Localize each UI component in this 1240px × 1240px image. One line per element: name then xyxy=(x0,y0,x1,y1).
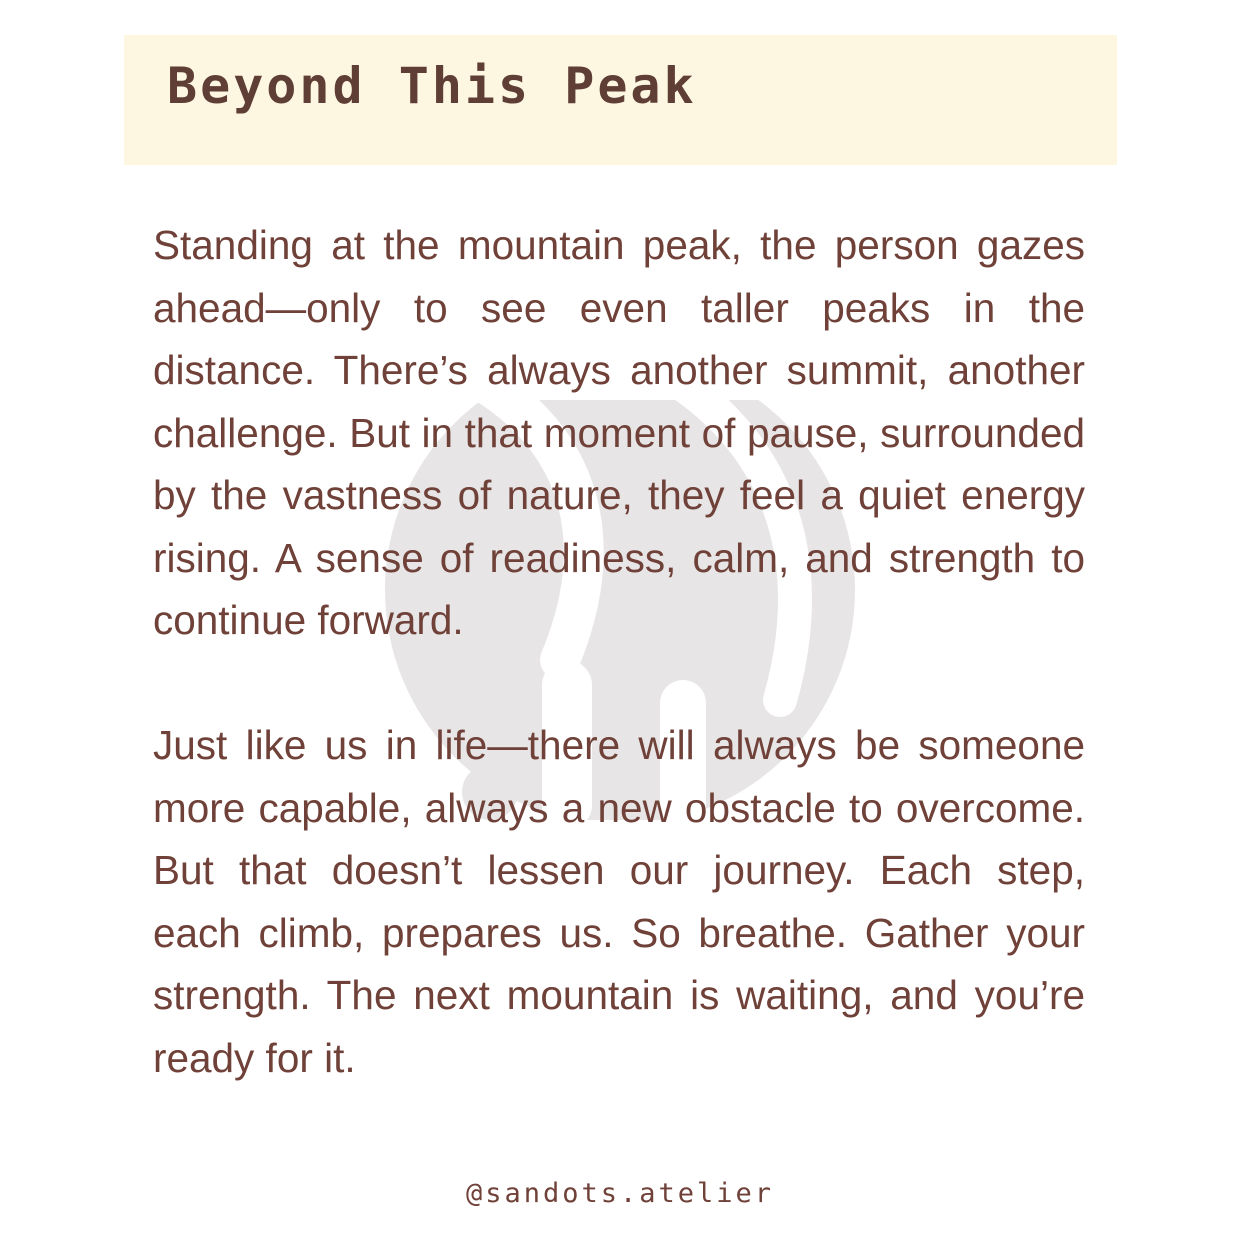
title-banner xyxy=(124,35,1117,165)
body-text xyxy=(153,214,1085,1089)
paragraph-1: Standing at the mountain peak, the person gazes ahead—only to see even taller peaks in the distance. There’s always another summit, another challenge. But in that moment of pause, surrounded by the vastness of nature, they feel a quiet energy rising. A sense of readiness, calm, and strength to continue forward. xyxy=(153,222,1085,643)
page-title: Beyond This Peak xyxy=(167,57,697,115)
social-handle: @sandots.atelier xyxy=(465,1178,775,1209)
paragraph-2: Just like us in life—there will always be someone more capable, always a new obstacle to overcome. But that doesn’t lessen our journey. Each step, each climb, prepares us. So breathe. Gather your strength. The next mountain is waiting, and you’re ready for it. xyxy=(153,722,1085,1081)
